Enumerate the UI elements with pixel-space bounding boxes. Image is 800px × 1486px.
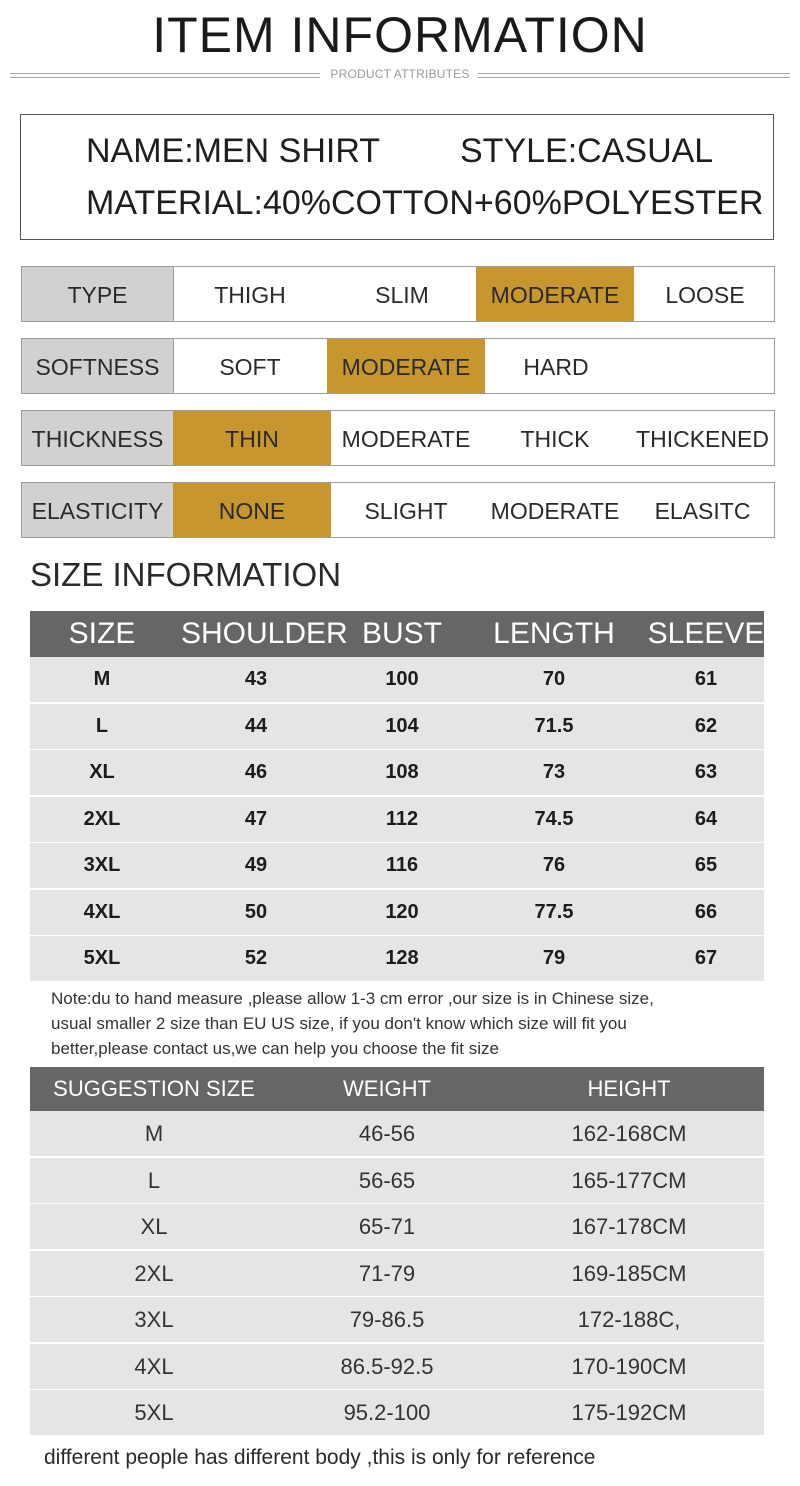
table-cell: 112 [385,807,419,830]
attribute-row-thickness [21,410,775,466]
table-row [30,936,764,981]
table-row [30,1204,764,1249]
table-cell: 108 [385,761,419,783]
table-cell: 2XL [134,1260,174,1286]
attribute-option: SLIM [375,282,429,308]
table-row [30,657,764,702]
table-cell: 79-86.5 [349,1307,425,1332]
table-row [30,1390,764,1435]
table-cell: 70 [542,668,566,690]
table-cell: 172-188C, [577,1307,681,1332]
table-cell: 44 [244,714,268,737]
page-title: ITEM INFORMATION [152,7,648,63]
table-cell: 66 [694,900,718,923]
table-cell: 67 [694,947,718,969]
table-cell: 65-71 [358,1214,416,1239]
table-cell: 74.5 [534,807,574,830]
table-row [30,1158,764,1203]
table-cell: 104 [385,714,419,737]
attribute-option: THIGH [214,282,286,308]
table-cell: 79 [542,947,566,969]
suggestion-table [30,1067,764,1436]
column-header: HEIGHT [587,1076,671,1101]
column-header: SLEEVE [647,617,765,650]
table-cell: 46-56 [358,1121,416,1146]
table-row [30,1344,764,1389]
table-cell: XL [89,761,115,783]
product-material: MATERIAL:40%COTTON+60%POLYESTER [86,184,764,222]
table-header [30,1067,764,1111]
table-cell: 170-190CM [571,1353,687,1379]
attribute-label: ELASTICITY [22,483,174,537]
attribute-label: THICKNESS [22,411,174,465]
table-cell: 77.5 [534,900,574,923]
table-cell: XL [140,1214,168,1239]
table-cell: 175-192CM [571,1400,687,1425]
attribute-option: SOFT [219,354,281,380]
table-cell: 2XL [83,807,121,830]
table-cell: 64 [694,807,718,830]
product-style: STYLE:CASUAL [460,132,714,170]
table-cell: M [144,1121,164,1146]
table-cell: L [95,714,109,737]
table-cell: 49 [244,854,268,876]
table-cell: 71-79 [358,1260,416,1286]
table-row [30,1297,764,1342]
table-cell: 100 [385,668,419,690]
attribute-option-selected: MODERATE [327,339,485,393]
column-header: SHOULDER [181,617,348,650]
table-cell: 56-65 [358,1167,416,1193]
table-cell: 120 [385,900,419,923]
table-cell: 52 [244,947,268,969]
table-cell: 86.5-92.5 [340,1353,434,1379]
table-row [30,843,764,888]
table-cell: 95.2-100 [343,1400,431,1425]
attribute-label: TYPE [22,267,174,321]
column-header: SIZE [68,617,136,650]
note-line: Note:du to hand measure ,please allow 1-3 cm error ,our size is in Chinese size, [51,989,654,1008]
attribute-label: SOFTNESS [22,339,174,393]
table-cell: 162-168CM [571,1121,687,1146]
attribute-option: THICKENED [636,426,769,452]
table-cell: 116 [385,854,419,876]
attribute-option: MODERATE [490,498,620,524]
measurement-note [51,986,751,1061]
table-cell: 46 [244,761,268,783]
table-cell: 128 [385,947,419,969]
attribute-option: ELASITC [654,498,751,524]
table-row [30,750,764,795]
table-row [30,890,764,935]
attribute-row-type [21,266,775,322]
attribute-option-selected: MODERATE [476,267,634,321]
product-name: NAME:MEN SHIRT [86,132,381,170]
column-header: WEIGHT [343,1076,431,1101]
size-table [30,611,764,980]
table-cell: 65 [694,854,718,876]
table-row [30,1251,764,1296]
table-cell: 61 [694,668,718,690]
attribute-option-selected: NONE [173,483,331,537]
table-cell: 4XL [83,900,121,923]
column-header: BUST [361,617,442,650]
table-cell: 5XL [83,947,121,969]
attribute-option: SLIGHT [364,498,448,524]
table-cell: 4XL [134,1353,174,1379]
table-cell: 47 [244,807,268,830]
table-cell: 3XL [83,854,121,876]
table-cell: 43 [244,668,268,690]
table-cell: 73 [542,761,566,783]
table-row [30,704,764,749]
table-cell: 63 [694,761,718,783]
attribute-option: LOOSE [665,282,745,308]
table-cell: 76 [542,854,566,876]
table-cell: L [147,1167,161,1193]
table-cell: M [93,668,111,690]
table-cell: 3XL [134,1307,174,1332]
table-cell: 165-177CM [571,1167,687,1193]
footer-disclaimer: different people has different body ,this is only for reference [44,1446,596,1469]
attribute-row-elasticity [21,482,775,538]
attribute-option: HARD [523,354,589,380]
column-header: LENGTH [493,617,615,650]
table-cell: 5XL [134,1400,174,1425]
table-row [30,797,764,842]
table-cell: 169-185CM [571,1260,687,1286]
column-header: SUGGESTION SIZE [53,1076,255,1101]
table-row [30,1111,764,1156]
attribute-row-softness [21,338,775,394]
attribute-option-selected: THIN [173,411,331,465]
table-header [30,611,764,657]
table-cell: 62 [694,714,718,737]
section-subtitle: PRODUCT ATTRIBUTES [0,67,800,81]
table-cell: 167-178CM [571,1214,687,1239]
attribute-option: MODERATE [341,426,471,452]
attribute-option: THICK [520,426,590,452]
note-line: usual smaller 2 size than EU US size, if you don't know which size will fit you [51,1014,627,1033]
table-cell: 71.5 [534,714,574,737]
size-section-title: SIZE INFORMATION [30,556,342,593]
note-line: better,please contact us,we can help you choose the fit size [51,1039,499,1058]
table-cell: 50 [244,900,268,923]
